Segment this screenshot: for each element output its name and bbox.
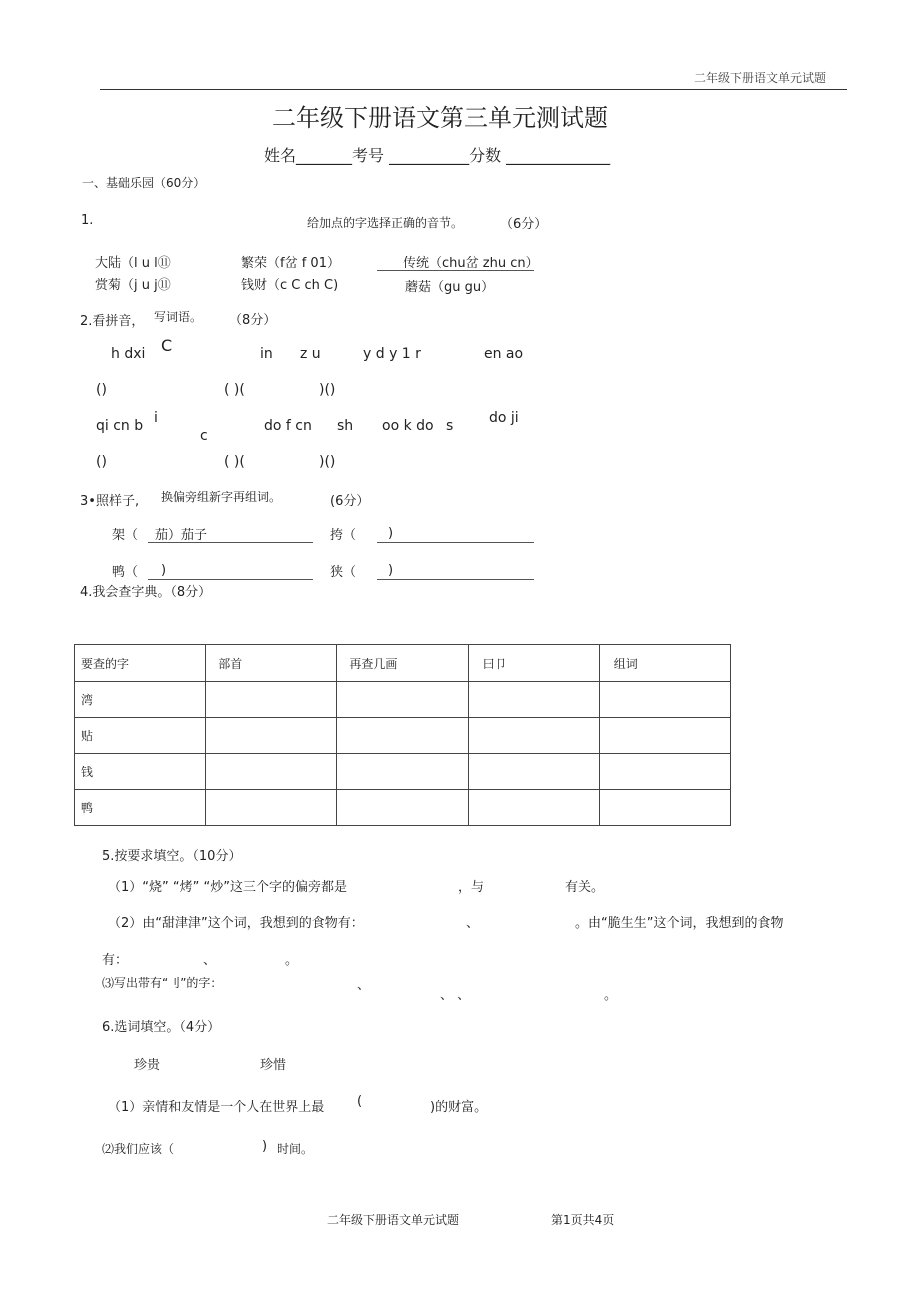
q1-number: 1.: [81, 213, 94, 228]
page-title: 二年级下册语文第三单元测试题: [272, 104, 608, 132]
table-cell[interactable]: [206, 790, 337, 826]
column-header: 要查的字: [75, 645, 206, 682]
dictionary-table: [74, 644, 731, 826]
table-cell[interactable]: [468, 682, 599, 718]
table-cell: 贴: [75, 718, 206, 754]
q1-item: 传统（chu岔 zhu cn）: [403, 256, 539, 271]
column-header: 再查几画: [337, 645, 468, 682]
q5-line: （2）由“甜津津”这个词，我想到的食物有：: [108, 916, 364, 931]
answer-line: [148, 579, 313, 580]
section-heading: 一、基础乐园（60分）: [82, 176, 206, 190]
q1-item: 赏菊（j u j⑪: [95, 278, 171, 293]
answer-bracket: (): [96, 382, 107, 398]
q1-item: 繁荣（f岔 f 01）: [241, 256, 340, 271]
q1-prompt: 给加点的字选择正确的音节。: [307, 216, 464, 230]
q5-line: 。由“脆生生”这个词，我想到的食物: [575, 916, 784, 931]
q3-prompt: 换偏旁组新字再组词。: [161, 490, 282, 504]
table-cell[interactable]: [337, 790, 468, 826]
pinyin: do ji: [489, 410, 519, 426]
table-cell: 钱: [75, 754, 206, 790]
footer-title: 二年级下册语文单元试题: [327, 1213, 460, 1227]
answer-bracket: ( )(: [224, 454, 245, 470]
q5-line: 有：: [102, 953, 129, 968]
table-cell[interactable]: [337, 754, 468, 790]
q5-line: 。: [285, 953, 299, 968]
table-cell[interactable]: [468, 790, 599, 826]
q3-char: 鸭（: [112, 565, 139, 580]
header-rule: [100, 89, 847, 90]
table-cell: 湾: [75, 682, 206, 718]
q5-line: 有关。: [565, 880, 605, 895]
pinyin: z u: [300, 346, 321, 362]
q3-answer: ): [388, 526, 394, 541]
table-cell[interactable]: [468, 718, 599, 754]
q5-line: 、 、: [440, 988, 471, 1003]
q5-line: 、: [466, 916, 480, 931]
q6-sentence: (: [357, 1094, 363, 1109]
q2-score: （8分）: [229, 313, 277, 328]
table-cell[interactable]: [206, 754, 337, 790]
table-cell[interactable]: [337, 718, 468, 754]
q5-heading: 5.按要求填空。（10分）: [102, 849, 242, 864]
q5-line: 、: [203, 953, 217, 968]
pinyin: qi cn b: [96, 418, 144, 434]
q6-sentence: 时间。: [277, 1142, 314, 1156]
table-cell[interactable]: [206, 718, 337, 754]
answer-bracket: )(): [319, 454, 336, 470]
table-row: [75, 682, 731, 718]
q3-answer: ): [388, 563, 394, 578]
table-row: [75, 718, 731, 754]
q3-number: 3•照样子,: [80, 494, 140, 509]
q5-line: （1）“烧” “烤” “炒”这三个字的偏旁都是: [108, 880, 347, 895]
q6-sentence: ⑵我们应该（: [102, 1142, 175, 1156]
answer-line: [377, 579, 534, 580]
q3-answer: ): [161, 563, 167, 578]
q5-line: 、: [357, 978, 371, 993]
table-header-row: [75, 645, 731, 682]
column-header: 组词: [599, 645, 730, 682]
column-header: 部首: [206, 645, 337, 682]
q5-line: 。: [604, 988, 618, 1003]
table-cell[interactable]: [337, 682, 468, 718]
q1-underline: [377, 270, 534, 271]
pinyin: sh: [337, 418, 354, 434]
table-cell[interactable]: [599, 682, 730, 718]
answer-bracket: )(): [319, 382, 336, 398]
q4-heading: 4.我会查字典。（8分）: [80, 585, 212, 600]
table-cell[interactable]: [206, 682, 337, 718]
q1-score: （6分）: [500, 217, 548, 232]
running-header: 二年级下册语文单元试题: [694, 71, 827, 85]
pinyin: do f cn: [264, 418, 312, 434]
page-number: 第1页共4页: [551, 1213, 615, 1227]
q6-heading: 6.选词填空。（4分）: [102, 1020, 221, 1035]
q3-answer: 茄）茄子: [155, 528, 208, 543]
student-info: 姓名_______考号 __________分数 _____________: [264, 146, 611, 165]
q1-item: 钱财（c C ch C): [241, 278, 339, 293]
q3-score: (6分）: [330, 494, 370, 509]
q3-char: 挎（: [330, 528, 357, 543]
pinyin: y d y 1 r: [363, 346, 421, 362]
column-header: 曰卩: [468, 645, 599, 682]
q6-sentence: )的财富。: [430, 1100, 488, 1115]
q5-line: ⑶写出带有“刂”的字：: [102, 976, 223, 990]
q1-item: 大陆（l u l⑪: [95, 256, 171, 271]
q3-char: 狭（: [330, 565, 357, 580]
pinyin: oo k do: [382, 418, 434, 434]
table-row: [75, 754, 731, 790]
word-choice: 珍贵: [134, 1058, 161, 1073]
q2-prompt: 写词语。: [154, 310, 203, 324]
word-choice: 珍惜: [260, 1058, 287, 1073]
pinyin: s: [446, 418, 454, 434]
table-cell[interactable]: [468, 754, 599, 790]
pinyin: C: [161, 336, 173, 355]
answer-line: [148, 542, 313, 543]
answer-bracket: (): [96, 454, 107, 470]
pinyin: in: [260, 346, 273, 362]
q5-line: ，与: [458, 880, 485, 895]
q2-number: 2.看拼音，: [80, 314, 145, 329]
q6-sentence: ): [262, 1139, 268, 1154]
pinyin: c: [200, 428, 208, 444]
table-row: [75, 790, 731, 826]
q3-char: 架（: [112, 528, 139, 543]
pinyin: h dxi: [111, 346, 146, 362]
table-cell[interactable]: [599, 718, 730, 754]
table-cell[interactable]: [599, 754, 730, 790]
q1-item: 蘑菇（gu gu）: [405, 280, 495, 295]
table-cell: 鸭: [75, 790, 206, 826]
table-cell[interactable]: [599, 790, 730, 826]
answer-line: [377, 542, 534, 543]
answer-bracket: ( )(: [224, 382, 245, 398]
pinyin: en ao: [484, 346, 524, 362]
pinyin: i: [154, 410, 158, 426]
q6-sentence: （1）亲情和友情是一个人在世界上最: [108, 1100, 325, 1115]
